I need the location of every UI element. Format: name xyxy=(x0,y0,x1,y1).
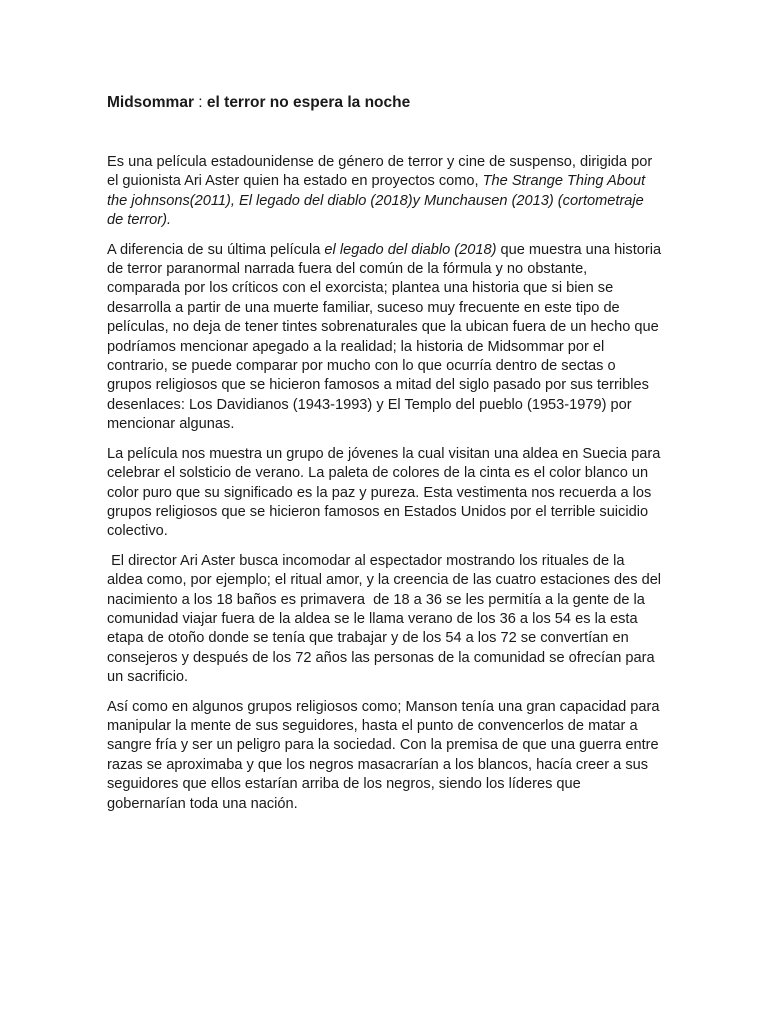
paragraph-3 xyxy=(107,445,663,542)
document-body xyxy=(107,153,666,814)
paragraph-2-segment-3: que muestra una historia de terror paranormal narrada fuera del común de la fórmula y no obstante, comparada por los críticos con el exorcista; plantea una historia que si bien se desarrolla a partir de una muerte familiar, suceso muy frecuente en este tipo de películas, no deja de tener tintes sobrenaturales que la ubican fuera de un hecho que podríamos mencionar apegado a la realidad; la historia de Midsommar por el contrario, se puede comparar por mucho con lo que ocurría dentro de sectas o grupos religiosos que se hicieron famosos a mitad del siglo pasado por sus terribles desenlaces: Los Davidianos (1943-1993) y El Templo del pueblo (1953-1979) por mencionar algunas. xyxy=(107,241,662,433)
paragraph-1-segment-2: The Strange Thing About the johnsons(2011), El legado del diablo (2018)y Munchausen (2013) (cortometraje de terror). xyxy=(107,173,646,229)
paragraph-5 xyxy=(107,698,663,814)
paragraph-3-segment-1: La película nos muestra un grupo de jóvenes la cual visitan una aldea en Suecia para celebrar el solsticio de verano. La paleta de colores de la cinta es el color blanco un color puro que su significado es la paz y pureza. Esta vestimenta nos recuerda a los grupos religiosos que se hicieron famosos en Estados Unidos por el terrible suicidio colectivo. xyxy=(107,445,661,540)
paragraph-4 xyxy=(107,552,666,688)
paragraph-5-segment-1: Así como en algunos grupos religiosos como; Manson tenía una gran capacidad para manipular la mente de sus seguidores, hasta el punto de convencerlos de matar a sangre fría y ser un peligro para la sociedad. Con la premisa de que una guerra entre razas se aproximaba y que los negros masacrarían a los blancos, hacía creer a sus seguidores que ellos estarían arriba de los negros, siendo los líderes que gobernarían toda una nación. xyxy=(107,698,660,812)
paragraph-2 xyxy=(107,241,663,435)
title-rest: el terror no espera la noche xyxy=(206,94,411,111)
title-separator: : xyxy=(194,94,207,111)
paragraph-1-segment-1: Es una película estadounidense de género de terror y cine de suspenso, dirigida por el guionista Ari Aster quien ha estado en proyectos como, xyxy=(107,154,653,190)
paragraph-2-segment-2: el legado del diablo (2018) xyxy=(324,241,497,258)
title-main: Midsommar xyxy=(107,94,194,111)
document-page xyxy=(107,93,666,824)
paragraph-4-segment-1: El director Ari Aster busca incomodar al espectador mostrando los rituales de la aldea como, por ejemplo; el ritual amor, y la creencia de las cuatro estaciones des del nacimiento a los 18 baños es primavera de 18 a 36 se les permitía a la gente de la comunidad viajar fuera de la aldea se le llama verano de los 36 a los 54 es la esta etapa de otoño donde se tenía que trabajar y de los 54 a los 72 se convertían en consejeros y después de los 72 años las personas de la comunidad se ofrecían para un sacrificio. xyxy=(107,552,666,686)
paragraph-2-segment-1: A diferencia de su última película xyxy=(107,241,325,258)
paragraph-1 xyxy=(107,153,663,231)
document-title xyxy=(107,93,663,113)
